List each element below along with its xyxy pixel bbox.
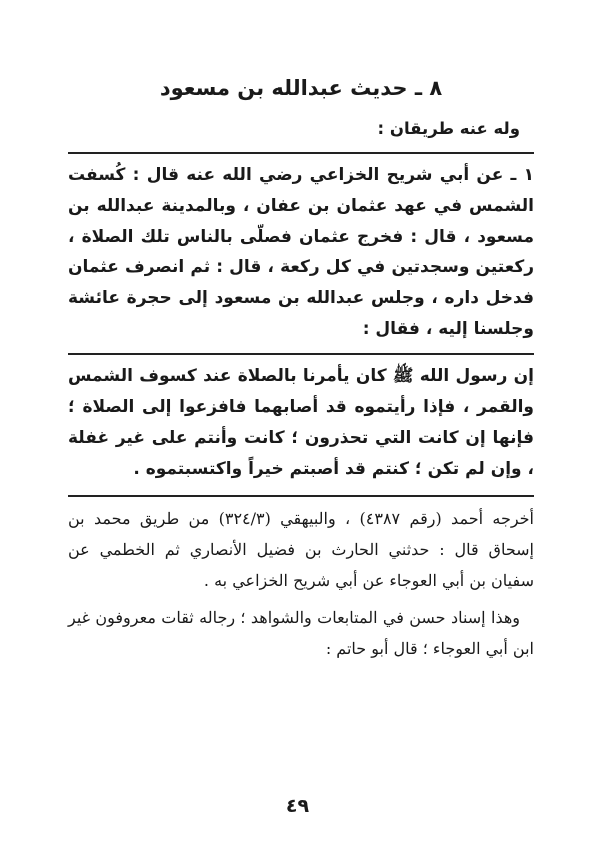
isnad-comment: وهذا إسناد حسن في المتابعات والشواهد ؛ رجاله ثقات معروفون غير ابن أبي العوجاء ؛ قال أبو حاتم : (68, 607, 534, 658)
takhrij-block (68, 495, 534, 664)
section-title: ٨ ـ حديث عبدالله بن مسعود (159, 76, 443, 100)
book-page (68, 72, 534, 664)
prophetic-quote-block (68, 353, 534, 485)
page-number: ٤٩ (285, 795, 310, 817)
takhrij-text: أخرجه أحمد (رقم ٤٣٨٧) ، والبيهقي (٣٢٤/٣) من طريق محمد بن إسحاق قال : حدثني الحارث بن فضيل الأنصاري ثم الخطمي عن سفيان بن أبي العوجاء عن أبي شريح الخزاعي به . (68, 508, 534, 590)
intro-line: وله عنه طريقان : (377, 119, 520, 138)
hadith-text: ١ ـ عن أبي شريح الخزاعي رضي الله عنه قال : كُسفت الشمس في عهد عثمان بن عفان ، وبالمدينة عبدالله بن مسعود ، قال : فخرج عثمان فصلّى بالناس تلك الصلاة ، ركعتين وسجدتين في كل ركعة ، قال : ثم انصرف عثمان فدخل داره ، وجلس عبدالله بن مسعود إلى حجرة عائشة وجلسنا إليه ، فقال : (68, 165, 534, 339)
hadith-block (68, 152, 534, 345)
prophetic-quote-text: إن رسول الله ﷺ كان يأمرنا بالصلاة عند كسوف الشمس والقمر ، فإذا رأيتموه قد أصابهما فافزعوا إلى الصلاة ؛ فإنها إن كانت التي تحذرون ؛ كانت وأنتم على غير غفلة ، وإن لم تكن ؛ كنتم قد أصبتم خيراً واكتسبتموه . (68, 365, 534, 479)
